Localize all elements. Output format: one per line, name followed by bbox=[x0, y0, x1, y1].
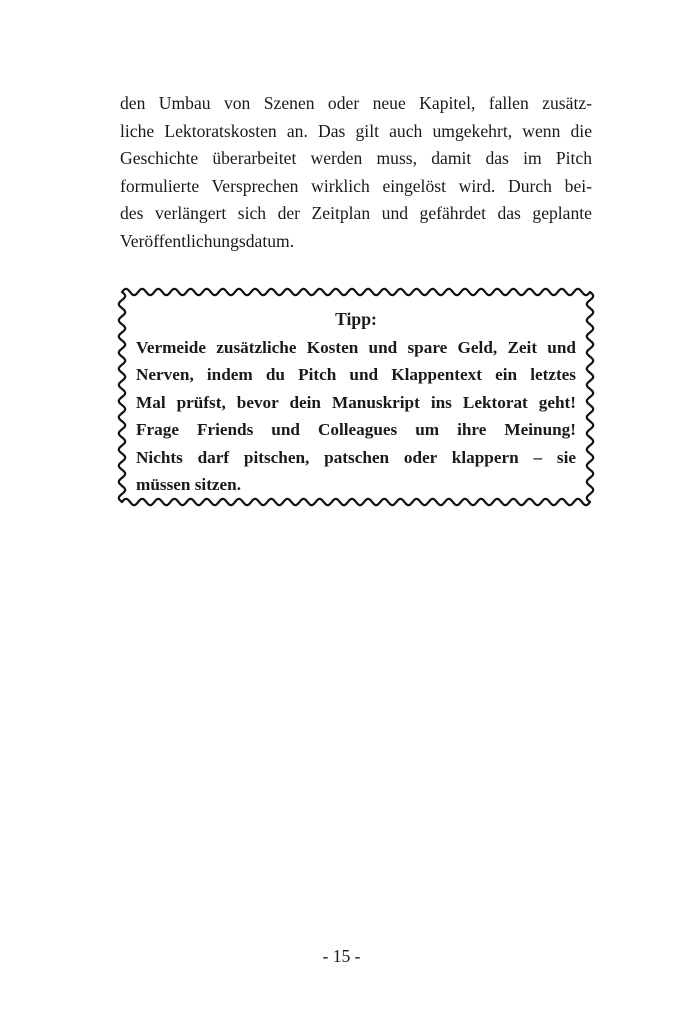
tip-box bbox=[116, 286, 596, 508]
body-line: formulierte Versprechen wirklich eingelöst wird. Durch bei- bbox=[120, 175, 592, 196]
body-line: des verlängert sich der Zeitplan und gefährdet das geplante bbox=[120, 203, 592, 224]
tip-line: Mal prüfst, bevor dein Manuskript ins Lektorat geht! bbox=[136, 392, 576, 412]
body-paragraph bbox=[120, 90, 592, 256]
body-line: liche Lektoratskosten an. Das gilt auch umgekehrt, wenn die bbox=[120, 120, 592, 141]
body-line: Veröffentlichungsdatum. bbox=[120, 230, 295, 251]
tip-line: müssen sitzen. bbox=[136, 475, 242, 494]
page-number: - 15 - bbox=[322, 946, 361, 966]
tip-line: Vermeide zusätzliche Kosten und spare Geld, Zeit und bbox=[136, 337, 576, 357]
tip-line: Nichts darf pitschen, patschen oder klappern – sie bbox=[136, 447, 576, 467]
tip-line: Frage Friends und Colleagues um ihre Meinung! bbox=[136, 420, 576, 439]
body-line: Geschichte überarbeitet werden muss, damit das im Pitch bbox=[120, 148, 592, 169]
body-line: den Umbau von Szenen oder neue Kapitel, fallen zusätz- bbox=[120, 93, 592, 113]
tip-line: Nerven, indem du Pitch und Klappentext ein letztes bbox=[136, 365, 576, 384]
tip-title: Tipp: bbox=[335, 309, 377, 329]
tip-content bbox=[136, 306, 576, 499]
